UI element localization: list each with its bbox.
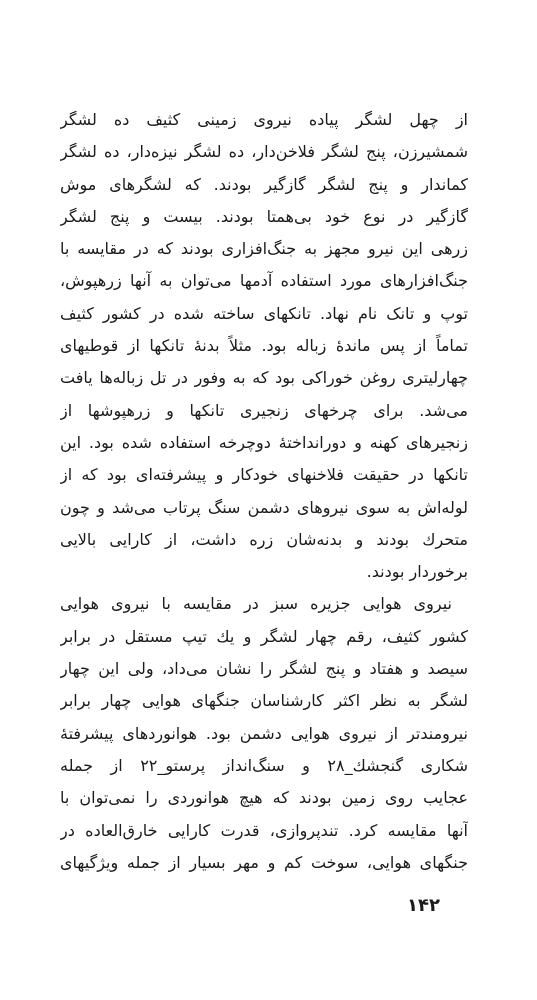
body-text: [60, 104, 468, 879]
text-line: تماماً از پس ماندهٔ زباله بود. مثلاً بدنهٔ تانکها از قوطیهای: [60, 336, 468, 356]
text-line: جنگ‌افزارهای مورد استفاده آدمها می‌توان به آنها زرهپوش،: [60, 271, 468, 291]
text-line: کماندار و پنج لشگر گازگیر بودند. که لشگرهای موش: [60, 174, 468, 194]
text-line: گازگیر در نوع خود بی‌همتا بودند. بیست و پنج لشگر: [60, 206, 468, 226]
text-line: نیرومندتر از نیروی هوایی دشمن بود. هوانوردهای پیشرفتهٔ: [60, 723, 468, 743]
text-line: توپ و تانک نام نهاد. تانکهای ساخته شده در کشور کثیف: [60, 303, 468, 323]
text-line: چهارلیتری روغن خوراکی بود که به وفور در تل زباله‌ها یافت: [60, 368, 468, 388]
text-line: آنها مقایسه کرد. تندپروازی، قدرت کارایی خارق‌العاده در: [60, 820, 468, 840]
text-line: از چهل لشگر پیاده نیروی زمینی کثیف ده لشگر: [60, 110, 468, 129]
text-line: کشور کثیف، رقم چهار لشگر و یك تیپ مستقل در برابر: [60, 626, 468, 646]
text-line: شکاری گنجشك_۲۸ و سنگ‌انداز پرستو_۲۲ از جمله: [60, 755, 468, 775]
text-line: سیصد و هفتاد و پنج لشگر را نشان می‌داد، ولی این چهار: [60, 659, 468, 679]
text-line: عجایب روی زمین بودند که هیچ هوانوردی را نمی‌توان با: [60, 788, 468, 808]
text-line: تانکها در حقیقت فلاخنهای خودکار و پیشرفته‌ای بود که از: [60, 465, 468, 485]
text-line: لشگر به نظر اکثر کارشناسان جنگهای هوایی چهار برابر: [60, 691, 468, 711]
text-line: می‌شد. برای چرخهای زنجیری تانکها و زرهپوشها از: [60, 400, 468, 420]
text-line: نیروی هوایی جزیره سبز در مقایسه با نیروی هوایی: [60, 594, 452, 614]
text-line: زنجیرهای کهنه و دورانداختهٔ دوچرخه استفاده شده بود. این: [60, 432, 468, 452]
text-line: لوله‌اش به سوی نیروهای دشمن سنگ پرتاب می‌شد و چون: [60, 497, 468, 517]
text-line: متحرك بودند و بدنه‌شان زره داشت، از کارایی بالایی: [60, 529, 468, 549]
text-line: جنگهای هوایی، سوخت کم و مهر بسیار از جمله ویژگیهای: [60, 852, 468, 872]
text-line: برخوردار بودند.: [366, 562, 468, 582]
text-line: شمشیرزن، پنج لشگر فلاخن‌دار، ده لشگر نیزه‌دار، ده لشگر: [60, 142, 468, 162]
page-number: ۱۴۲: [407, 895, 440, 916]
text-line: زرهی این نیرو مجهز به جنگ‌افزاری بودند که در مقایسه با: [60, 239, 468, 259]
